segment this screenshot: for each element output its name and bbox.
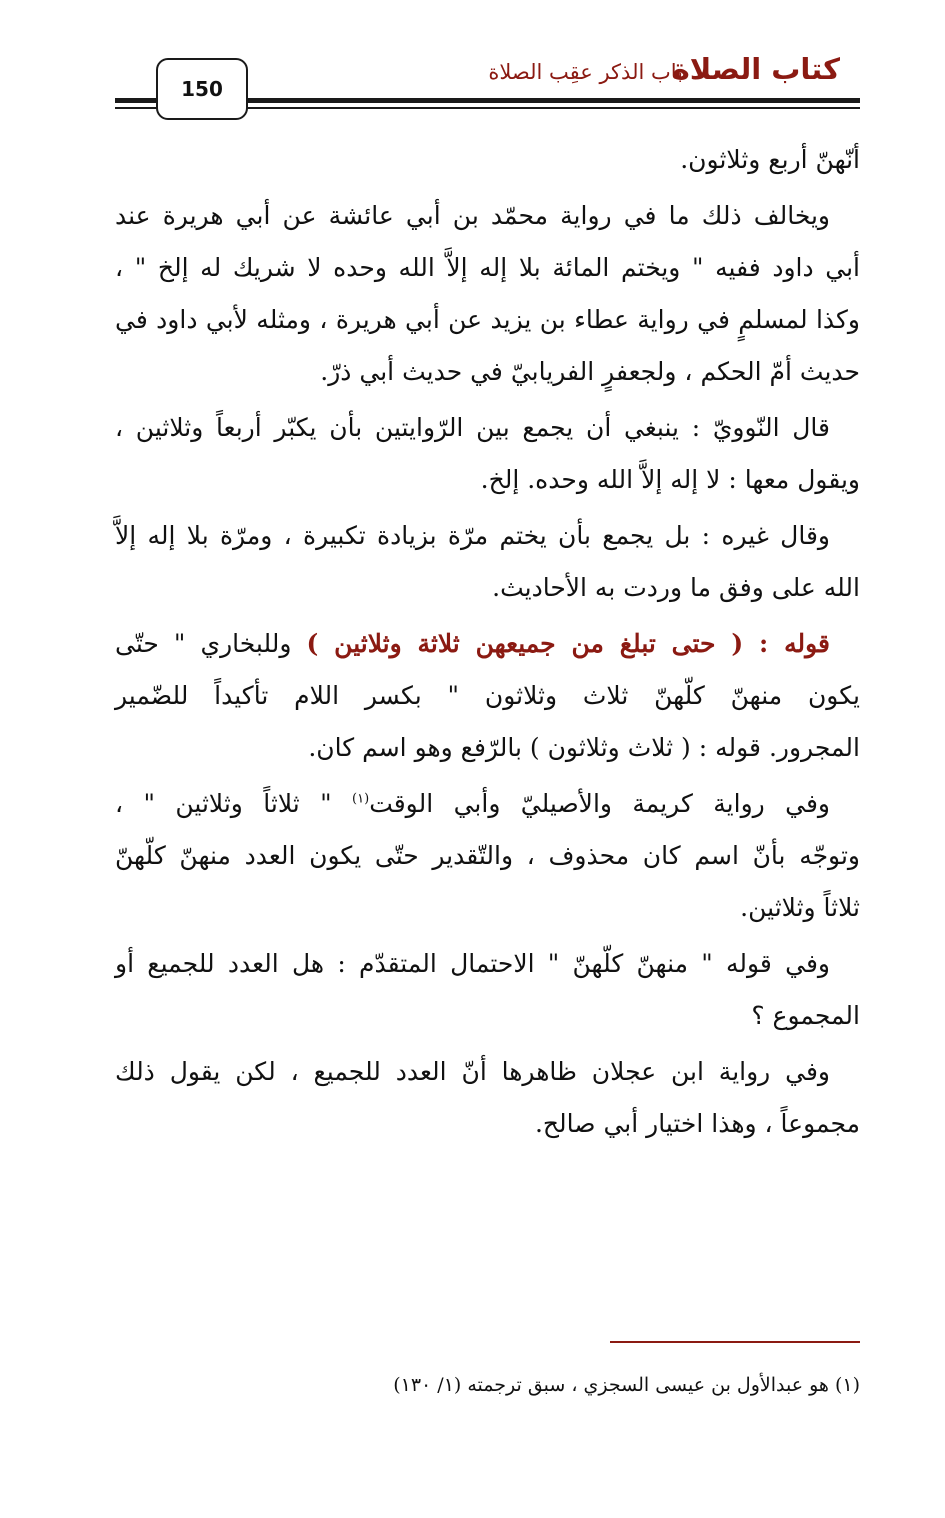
text-line: أنّهنّ أربع وثلاثون. — [680, 145, 860, 174]
quote-line-rest: وللبخاري " حتّى — [115, 629, 307, 658]
ref-line-before: وفي رواية كريمة والأصيليّ وأبي الوقت — [369, 789, 831, 818]
ref-line-after: " ثلاثاً وثلاثين " ، — [115, 789, 353, 818]
text-line: ويقول معها : لا إله إلاَّ الله وحده. إلخ. — [480, 465, 860, 494]
text-line: المجموع ؟ — [751, 1001, 860, 1030]
text-line: وقال غيره : بل يجمع بأن يختم مرّة بزيادة تكبيرة ، ومرّة بلا إله إلاَّ — [115, 521, 830, 550]
text-line: ثلاثاً وثلاثين. — [740, 893, 860, 922]
ref-line — [115, 778, 860, 830]
text-line: وفي رواية ابن عجلان ظاهرها أنّ العدد للجميع ، لكن يقول ذلك — [115, 1057, 830, 1086]
quoted-hadith: قوله : ( حتى تبلغ من جميعهن ثلاثة وثلاثين ) — [306, 629, 830, 658]
text-line: المجرور. قوله : ( ثلاث وثلاثون ) بالرّفع وهو اسم كان. — [308, 733, 860, 762]
text-line: وتوجّه بأنّ اسم كان محذوف ، والتّقدير حتّى يكون العدد منهنّ كلّهنّ — [115, 841, 860, 870]
text-line: حديث أمّ الحكم ، ولجعفرٍ الفريابيّ في حديث أبي ذرّ. — [320, 357, 860, 386]
text-line: يكون منهنّ كلّهنّ ثلاث وثلاثون " بكسر اللام تأكيداً للضّمير — [115, 681, 860, 710]
footnote: (١) هو عبدالأول بن عيسى السجزي ، سبق ترجمته (١/ ١٣٠) — [393, 1374, 860, 1396]
text-line: مجموعاً ، وهذا اختيار أبي صالح. — [534, 1109, 860, 1138]
footnote-rule — [610, 1341, 860, 1343]
chapter-title: باب الذكر عقِب الصلاة — [488, 60, 683, 84]
book-title: كتاب الصلاة — [672, 52, 840, 86]
page-number: 150 — [156, 58, 248, 120]
text-line: قال النّوويّ : ينبغي أن يجمع بين الرّوايتين بأن يكبّر أربعاً وثلاثين ، — [115, 413, 830, 442]
footnote-marker: (١) — [352, 791, 370, 807]
page-header — [0, 0, 945, 130]
text-line: وكذا لمسلمٍ في رواية عطاء بن يزيد عن أبي هريرة ، ومثله لأبي داود في — [115, 305, 860, 334]
text-line: أبي داود ففيه " ويختم المائة بلا إله إلاَّ الله وحده لا شريك له إلخ " ، — [115, 253, 860, 282]
quote-line — [115, 618, 860, 670]
text-line: وفي قوله " منهنّ كلّهنّ " الاحتمال المتقدّم : هل العدد للجميع أو — [115, 949, 830, 978]
text-line: الله على وفق ما وردت به الأحاديث. — [492, 573, 860, 602]
text-line: ويخالف ذلك ما في رواية محمّد بن أبي عائشة عن أبي هريرة عند — [115, 201, 830, 230]
page-body — [115, 134, 860, 1150]
